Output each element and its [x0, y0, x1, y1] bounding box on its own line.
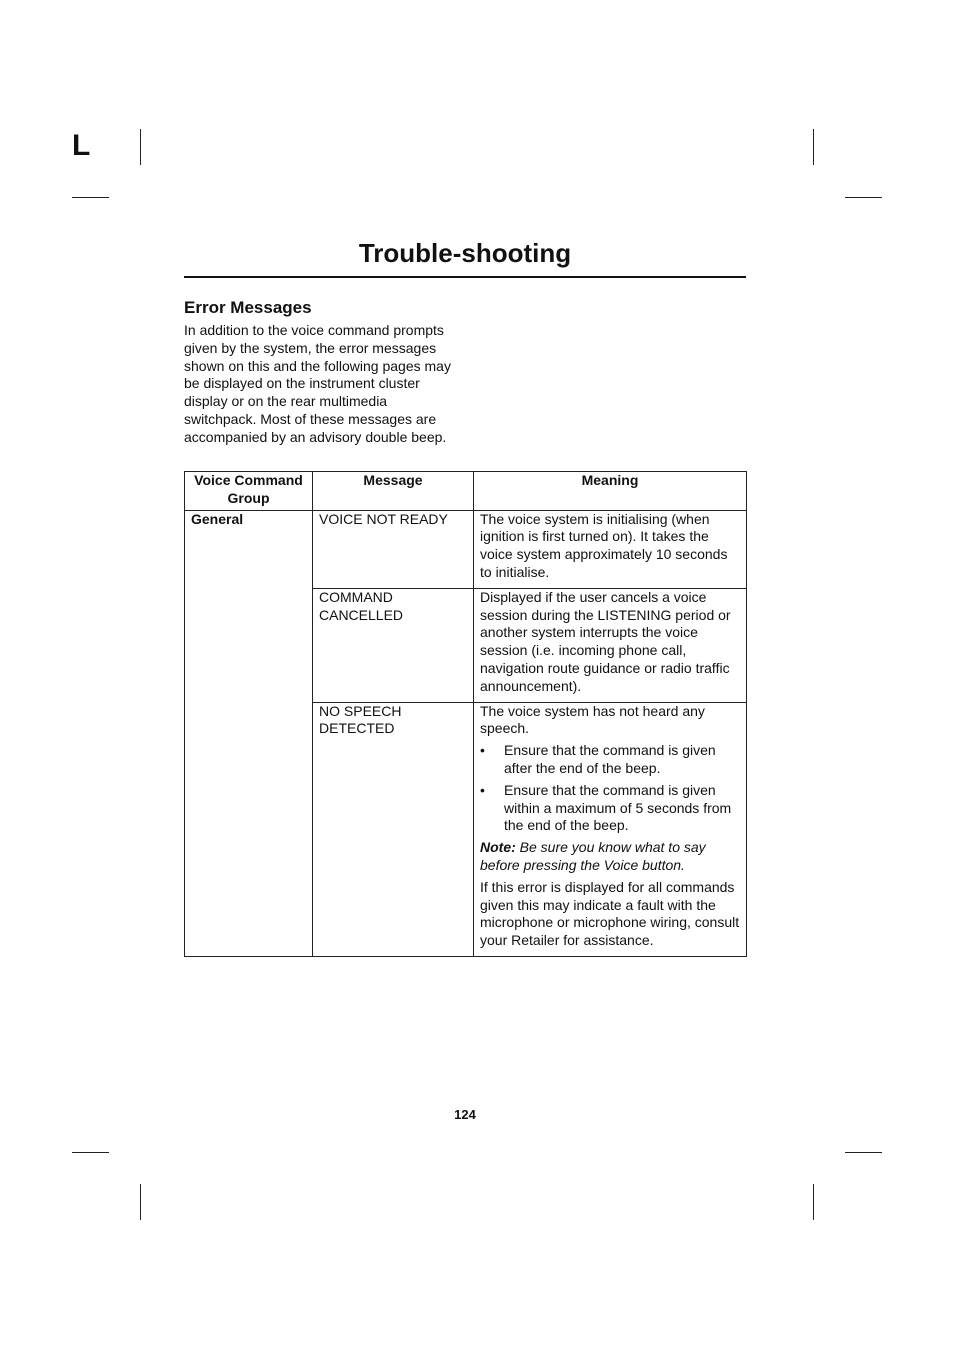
meaning-cell	[474, 702, 747, 956]
crop-mark	[813, 129, 814, 165]
section-heading: Error Messages	[184, 298, 312, 317]
crop-mark	[140, 129, 141, 165]
crop-mark	[72, 197, 109, 198]
margin-letter: L	[72, 129, 91, 162]
note-text: Be sure you know what to say before pressing the Voice button.	[480, 839, 706, 873]
meaning-cell	[474, 510, 747, 588]
crop-mark	[845, 1152, 882, 1153]
message-cell: COMMAND CANCELLED	[313, 588, 474, 702]
header-message: Message	[313, 472, 474, 511]
page-title: Trouble-shooting	[358, 238, 572, 268]
error-messages-table	[184, 471, 747, 957]
bullet-icon: •	[480, 781, 485, 798]
note	[480, 839, 740, 875]
meaning-text: The voice system is initialising (when ignition is first turned on). It takes the voice system approximately 10 seconds to initialise.	[480, 510, 728, 580]
crop-mark	[140, 1184, 141, 1220]
message-cell: NO SPEECH DETECTED	[313, 702, 474, 956]
list-item	[480, 742, 740, 778]
table-header-row	[185, 472, 747, 511]
meaning-text: The voice system has not heard any speech.	[480, 702, 705, 737]
bullet-icon: •	[480, 742, 485, 759]
group-cell: General	[185, 510, 313, 956]
list-item	[480, 782, 740, 835]
message-cell: VOICE NOT READY	[313, 510, 474, 588]
meaning-cell	[474, 588, 747, 702]
note-label: Note:	[480, 839, 516, 856]
intro-paragraph: In addition to the voice command prompts given by the system, the error messages shown on this and the following pages may be displayed on the instrument cluster display or on the rear multimedia switchpack. Most of these messages are accompanied by an advisory double beep.	[184, 322, 451, 445]
table-row	[185, 510, 747, 588]
crop-mark	[72, 1152, 109, 1153]
page-number: 124	[454, 1107, 476, 1122]
crop-mark	[813, 1184, 814, 1220]
meaning-text: If this error is displayed for all commands given this may indicate a fault with the microphone or microphone wiring, consult your Retailer for assistance.	[480, 878, 740, 949]
crop-mark	[845, 197, 882, 198]
meaning-text: Displayed if the user cancels a voice session during the LISTENING period or another system interrupts the voice session (i.e. incoming phone call, navigation route guidance or radio traffic announcement).	[480, 588, 731, 694]
bullet-list	[480, 742, 740, 835]
header-voice-command-group: Voice Command Group	[185, 472, 313, 511]
header-meaning: Meaning	[474, 472, 747, 511]
title-rule	[184, 276, 746, 278]
list-item-text: Ensure that the command is given within a maximum of 5 seconds from the end of the beep.	[504, 781, 732, 834]
list-item-text: Ensure that the command is given after the end of the beep.	[504, 742, 716, 776]
